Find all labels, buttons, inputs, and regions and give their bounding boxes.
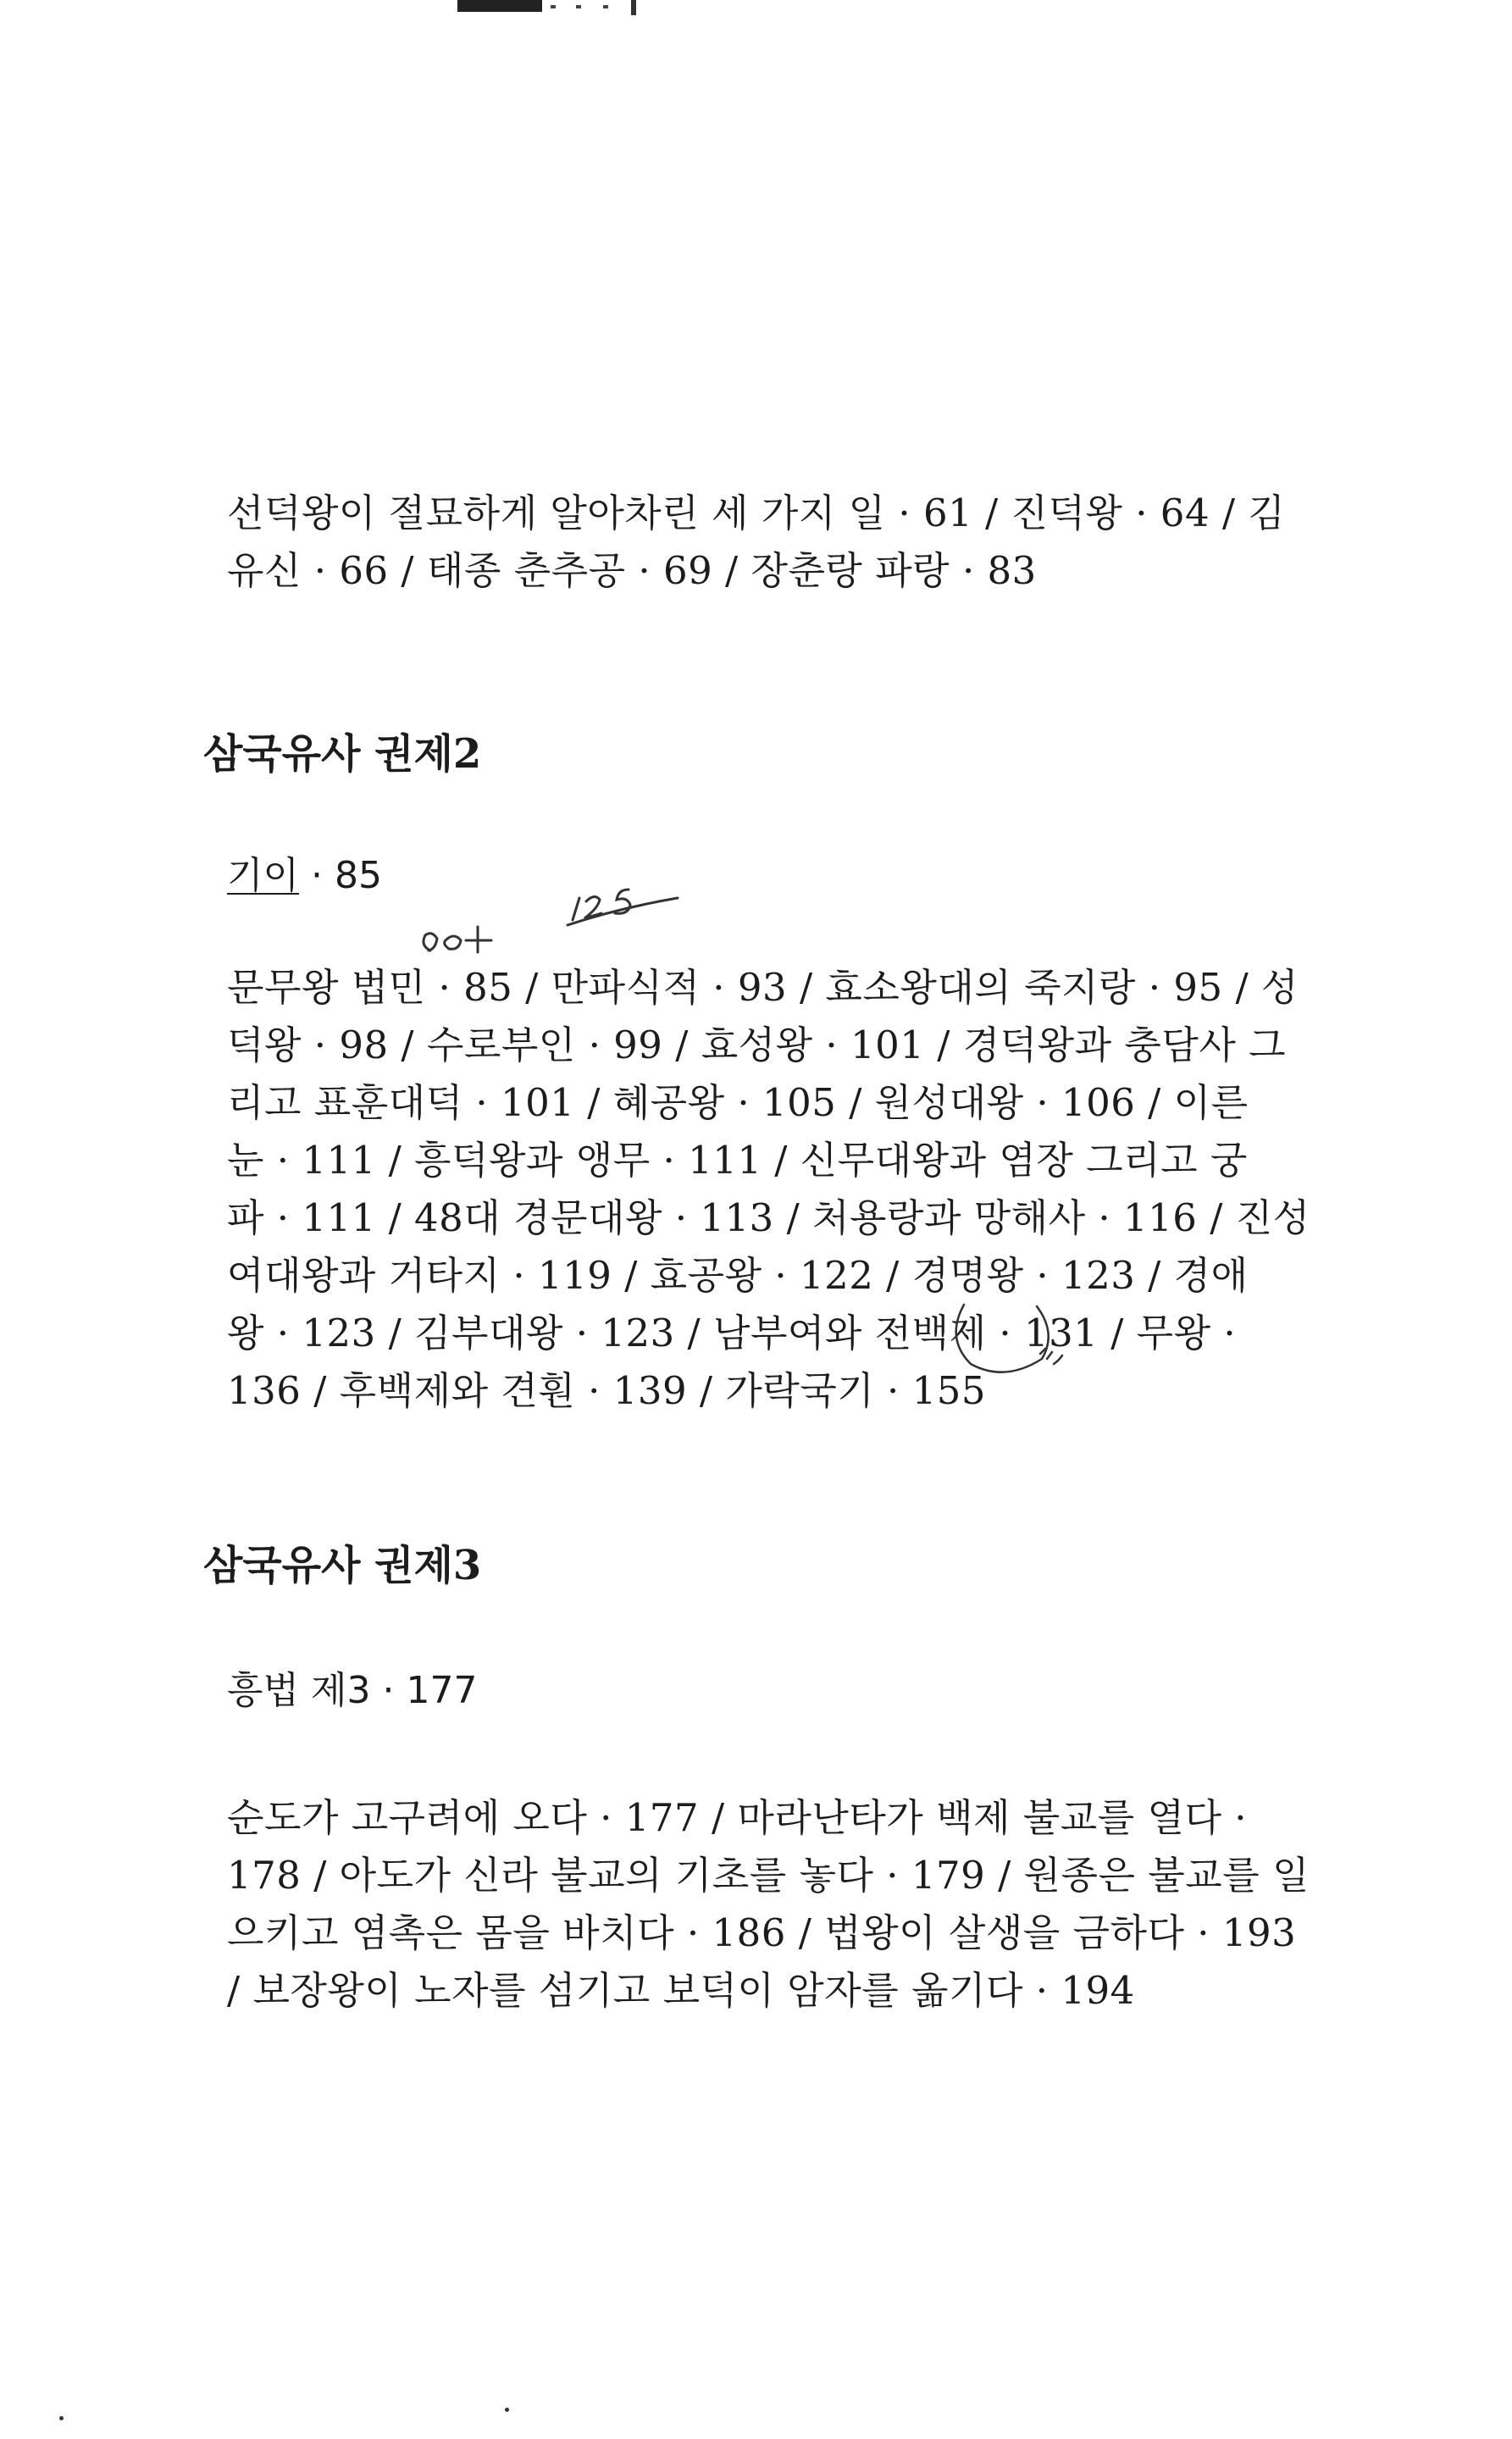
toc-line: 눈 · 111 / 흥덕왕과 앵무 · 111 / 신무대왕과 염장 그리고 궁 (227, 1138, 1248, 1183)
toc-line: 유신 · 66 / 태종 춘추공 · 69 / 장춘랑 파랑 · 83 (227, 548, 1037, 593)
toc-section-3 (227, 1789, 1320, 2020)
toc-line: 178 / 아도가 신라 불교의 기초를 놓다 · 179 / 원종은 불교를 일 (227, 1853, 1310, 1898)
toc-line: 왕 · 123 / 김부대왕 · 123 / 남부여와 전백제 · 131 / 무왕 · (227, 1311, 1237, 1355)
toc-line: 으키고 염촉은 몸을 바치다 · 186 / 법왕이 살생을 금하다 · 193 (227, 1910, 1297, 1955)
handwritten-circle (949, 1288, 1076, 1381)
section-heading: 삼국유사 권제3 (203, 1542, 482, 1589)
toc-line: 덕왕 · 98 / 수로부인 · 99 / 효성왕 · 101 / 경덕왕과 충담사 그 (227, 1023, 1287, 1067)
section-heading: 삼국유사 권제2 (203, 730, 482, 778)
chapter-title: 기이 (227, 854, 300, 897)
toc-line: 문무왕 법민 · 85 / 만파식적 · 93 / 효소왕대의 죽지랑 · 95 / 성 (227, 965, 1299, 1010)
toc-line: 파 · 111 / 48대 경문대왕 · 113 / 처용랑과 망해사 · 116 / 진성 (227, 1195, 1310, 1240)
toc-line: 순도가 고구려에 오다 · 177 / 마라난타가 백제 불교를 열다 · (227, 1795, 1248, 1840)
toc-section-1 (227, 485, 1320, 600)
scan-speck (59, 2416, 64, 2420)
scan-speck (505, 2408, 509, 2412)
scan-artifact-top (457, 0, 712, 22)
toc-line: 여대왕과 거타지 · 119 / 효공왕 · 122 / 경명왕 · 123 / 경애 (227, 1253, 1249, 1298)
toc-line: 136 / 후백제와 견훤 · 139 / 가락국기 · 155 (227, 1368, 987, 1413)
toc-section-2 (227, 959, 1320, 1420)
toc-line: 리고 표훈대덕 · 101 / 혜공왕 · 105 / 원성대왕 · 106 / 이른 (227, 1080, 1249, 1125)
toc-line: / 보장왕이 노자를 섬기고 보덕이 암자를 옮기다 · 194 (227, 1968, 1135, 2013)
chapter-label (227, 851, 382, 901)
toc-line: 선덕왕이 절묘하게 알아차린 세 가지 일 · 61 / 진덕왕 · 64 / 김 (227, 491, 1286, 535)
chapter-page: · 85 (299, 854, 382, 897)
chapter-label: 흥법 제3 · 177 (227, 1669, 478, 1712)
